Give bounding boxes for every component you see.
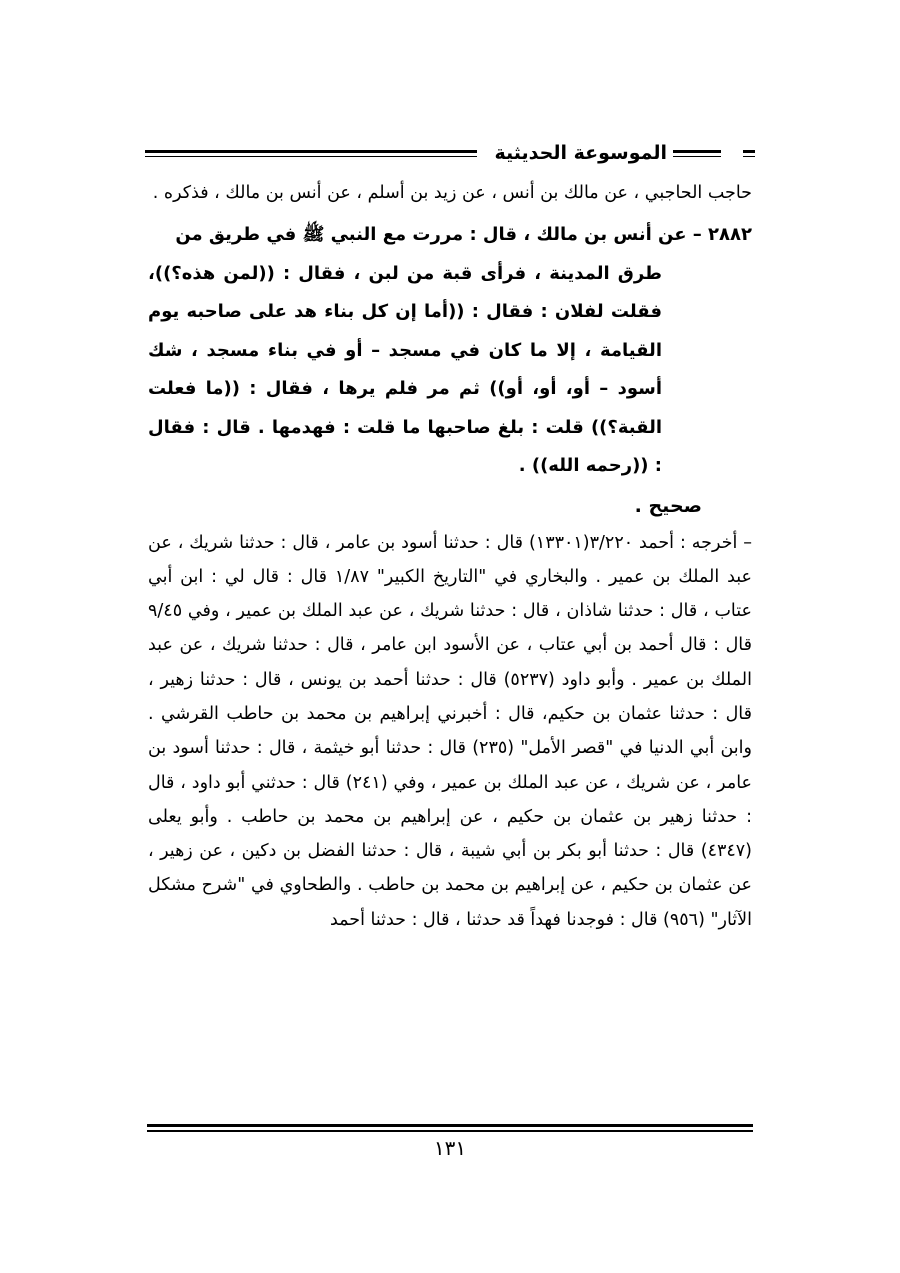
header-rule-right bbox=[743, 150, 755, 157]
header-rule-long bbox=[145, 150, 477, 157]
intro-paragraph: حاجب الحاجبي ، عن مالك بن أنس ، عن زيد بن أسلم ، عن أنس بن مالك ، فذكره . bbox=[152, 183, 752, 203]
page-number: ١٣١ bbox=[433, 1136, 467, 1160]
hadith-grade: صحيح . bbox=[634, 494, 702, 517]
takhrij-paragraph: – أخرجه : أحمد ٣/٢٢٠(١٣٣٠١) قال : حدثنا أسود بن عامر ، قال : حدثنا شريك ، عن عبد الملك بن عمير . والبخاري في "التاريخ الكبير" ١/٨٧ قال : قال لي : ابن أبي عتاب ، قال : حدثنا شاذان ، قال : حدثنا شريك ، عن عبد الملك بن عمير ، وفي ٩/٤٥ قال : قال أحمد بن أبي عتاب ، عن الأسود ابن عامر ، قال : حدثنا شريك ، عن عبد الملك بن عمير . وأبو داود (٥٢٣٧) قال : حدثنا أحمد بن يونس ، قال : حدثنا زهير ، قال : حدثنا عثمان بن حكيم، قال : أخبرني إبراهيم بن محمد بن حاطب القرشي . وابن أبي الدنيا في "قصر الأمل" (٢٣٥) قال : حدثنا أبو خيثمة ، قال : حدثنا أسود بن عامر ، عن شريك ، عن عبد الملك بن عمير ، وفي (٢٤١) قال : حدثني أبو داود ، قال : حدثنا زهير بن عثمان بن حكيم ، عن إبراهيم بن محمد بن حاطب . وأبو يعلى (٤٣٤٧) قال : حدثنا أبو بكر بن أبي شيبة ، قال : حدثنا الفضل بن دكين ، عن زهير ، عن عثمان بن حكيم ، عن إبراهيم بن محمد بن حاطب . والطحاوي في "شرح مشكل الآثار" (٩٥٦) قال : فوجدنا فهداً قد حدثنا ، قال : حدثنا أحمد bbox=[148, 532, 752, 930]
header-title: الموسوعة الحديثية bbox=[494, 142, 667, 164]
running-header bbox=[145, 138, 755, 168]
hadith-first-line: ٢٨٨٢ – عن أنس بن مالك ، قال : مررت مع النبي ﷺ في طريق من bbox=[175, 224, 752, 245]
hadith-text: طرق المدينة ، فرأى قبة من لبن ، فقال : ((لمن هذه؟))، فقلت لفلان : فقال : ((أما إن كل بناء هد على صاحبه يوم القيامة ، إلا ما كان في مسجد – أو في بناء مسجد ، شك أسود – أو، أو، أو)) ثم مر فلم يرها ، فقال : ((ما فعلت القبة؟)) قلت : بلغ صاحبها ما قلت : فهدمها . قال : فقال : ((رحمه الله)) . bbox=[148, 262, 662, 476]
footer-rule bbox=[147, 1124, 753, 1132]
header-rule-short bbox=[673, 150, 721, 157]
hadith-block bbox=[148, 216, 752, 486]
page-body bbox=[148, 176, 752, 937]
